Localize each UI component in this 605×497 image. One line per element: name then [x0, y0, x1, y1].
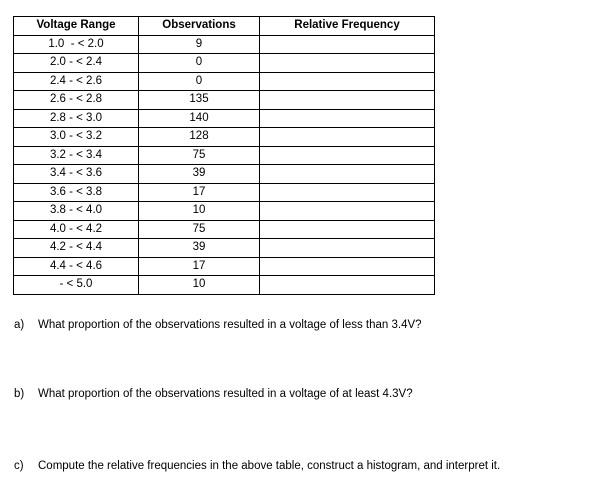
relative-frequency-cell — [260, 257, 435, 276]
question-b-letter: b) — [14, 388, 25, 400]
voltage-range-cell: 4.0 - < 4.2 — [14, 220, 139, 239]
header-relative-frequency: Relative Frequency — [260, 17, 435, 36]
table-row — [14, 72, 435, 91]
relative-frequency-cell — [260, 146, 435, 165]
voltage-range-cell: 2.0 - < 2.4 — [14, 54, 139, 73]
question-b — [14, 387, 413, 401]
table-row — [14, 257, 435, 276]
relative-frequency-cell — [260, 72, 435, 91]
table-row — [14, 202, 435, 221]
voltage-range-cell: 2.8 - < 3.0 — [14, 109, 139, 128]
voltage-range-cell: 3.0 - < 3.2 — [14, 128, 139, 147]
header-voltage-range: Voltage Range — [14, 17, 139, 36]
relative-frequency-cell — [260, 276, 435, 295]
voltage-range-cell: 1.0 - < 2.0 — [14, 35, 139, 54]
question-c — [14, 459, 500, 473]
voltage-range-cell: - < 5.0 — [14, 276, 139, 295]
table-row — [14, 91, 435, 110]
observations-cell: 135 — [139, 91, 260, 110]
table-row — [14, 128, 435, 147]
voltage-range-cell: 2.6 - < 2.8 — [14, 91, 139, 110]
question-c-letter: c) — [14, 460, 24, 472]
voltage-range-cell: 3.6 - < 3.8 — [14, 183, 139, 202]
table-row — [14, 165, 435, 184]
table-row — [14, 183, 435, 202]
table-row — [14, 54, 435, 73]
question-a-letter: a) — [14, 319, 25, 331]
relative-frequency-cell — [260, 91, 435, 110]
relative-frequency-cell — [260, 165, 435, 184]
observations-cell: 10 — [139, 202, 260, 221]
relative-frequency-cell — [260, 202, 435, 221]
observations-cell: 10 — [139, 276, 260, 295]
observations-cell: 17 — [139, 257, 260, 276]
question-a — [14, 318, 422, 332]
observations-cell: 9 — [139, 35, 260, 54]
voltage-range-cell: 3.8 - < 4.0 — [14, 202, 139, 221]
table-row — [14, 146, 435, 165]
relative-frequency-cell — [260, 220, 435, 239]
voltage-range-cell: 4.2 - < 4.4 — [14, 239, 139, 258]
relative-frequency-cell — [260, 128, 435, 147]
observations-cell: 128 — [139, 128, 260, 147]
observations-cell: 0 — [139, 72, 260, 91]
relative-frequency-cell — [260, 35, 435, 54]
header-observations: Observations — [139, 17, 260, 36]
observations-cell: 39 — [139, 239, 260, 258]
table-body — [14, 35, 435, 294]
voltage-range-cell: 2.4 - < 2.6 — [14, 72, 139, 91]
table-row — [14, 109, 435, 128]
relative-frequency-cell — [260, 54, 435, 73]
voltage-range-cell: 3.2 - < 3.4 — [14, 146, 139, 165]
observations-cell: 75 — [139, 220, 260, 239]
voltage-range-cell: 4.4 - < 4.6 — [14, 257, 139, 276]
voltage-range-cell: 3.4 - < 3.6 — [14, 165, 139, 184]
question-a-text: What proportion of the observations resulted in a voltage of less than 3.4V? — [38, 319, 422, 331]
observations-cell: 39 — [139, 165, 260, 184]
table-header-row — [14, 17, 435, 36]
observations-cell: 0 — [139, 54, 260, 73]
table-row — [14, 276, 435, 295]
observations-cell: 140 — [139, 109, 260, 128]
question-c-text: Compute the relative frequencies in the above table, construct a histogram, and interpret it. — [38, 460, 501, 472]
relative-frequency-cell — [260, 183, 435, 202]
relative-frequency-cell — [260, 239, 435, 258]
observations-cell: 17 — [139, 183, 260, 202]
table-row — [14, 35, 435, 54]
table-row — [14, 220, 435, 239]
question-b-text: What proportion of the observations resulted in a voltage of at least 4.3V? — [38, 388, 413, 400]
relative-frequency-cell — [260, 109, 435, 128]
table-row — [14, 239, 435, 258]
observations-cell: 75 — [139, 146, 260, 165]
frequency-table — [13, 16, 435, 295]
